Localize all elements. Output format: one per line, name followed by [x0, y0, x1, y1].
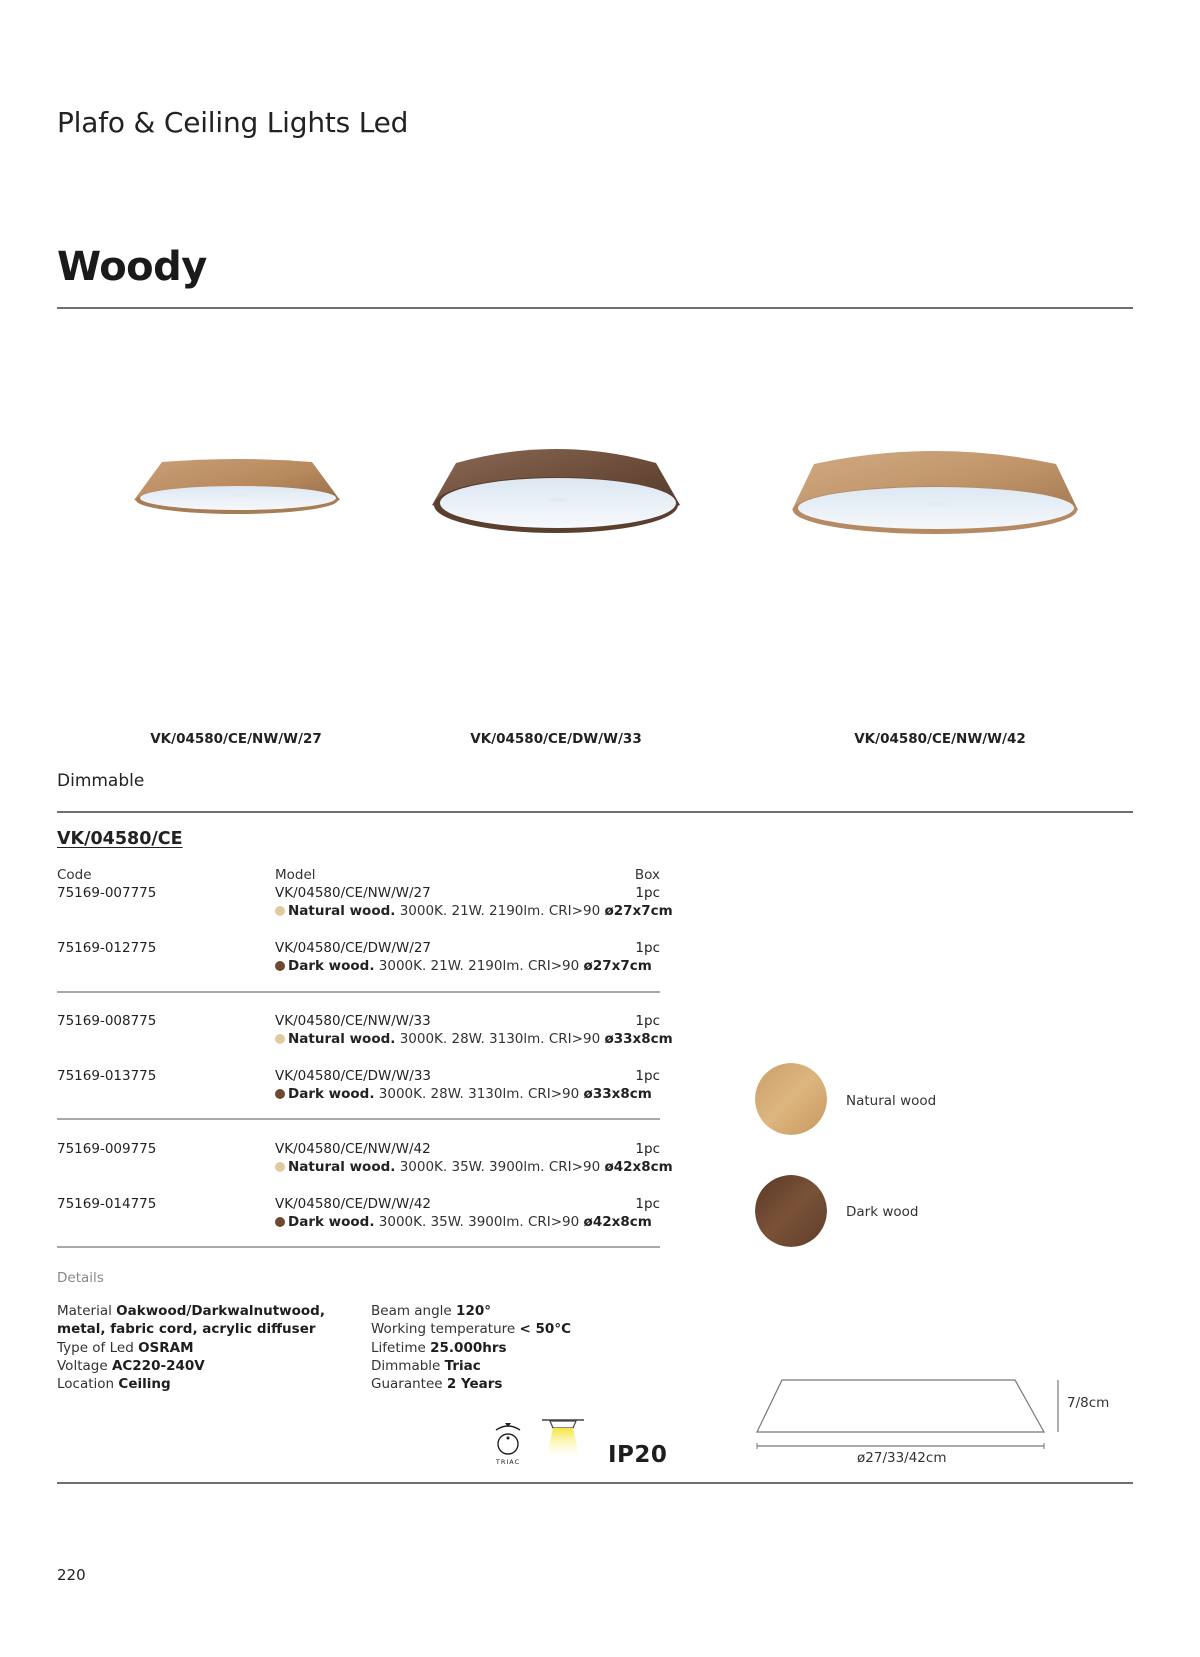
triac-label: TRIAC — [495, 1458, 521, 1466]
row-size: ø33x8cm — [583, 1086, 652, 1102]
row-specs: 3000K. 21W. 2190lm. CRI>90 — [399, 903, 601, 919]
row-model: VK/04580/CE/DW/W/27 — [275, 940, 432, 956]
table-row — [0, 940, 680, 980]
finish-dot-icon — [275, 1034, 285, 1044]
product-label: VK/04580/CE/DW/W/33 — [470, 731, 642, 747]
header-code: Code — [57, 867, 92, 883]
group-divider — [57, 1118, 660, 1120]
row-model: VK/04580/CE/NW/W/42 — [275, 1141, 431, 1157]
table-row — [0, 1068, 680, 1108]
natural-wood-swatch-icon — [755, 1063, 827, 1135]
row-spec — [275, 1086, 652, 1102]
row-code: 75169-008775 — [57, 1013, 157, 1029]
row-code: 75169-014775 — [57, 1196, 157, 1212]
group-divider — [57, 991, 660, 993]
row-size: ø27x7cm — [604, 903, 673, 919]
row-size: ø33x8cm — [604, 1031, 673, 1047]
row-finish: Dark wood. — [288, 1214, 375, 1230]
table-row — [0, 1013, 680, 1053]
product-image-nw-42 — [790, 446, 1080, 542]
detail-location: Location Ceiling — [57, 1376, 171, 1393]
section-divider — [57, 811, 1133, 813]
product-label: VK/04580/CE/NW/W/42 — [854, 731, 1026, 747]
row-size: ø42x8cm — [583, 1214, 652, 1230]
finish-dot-icon — [275, 906, 285, 916]
category-title: Plafo & Ceiling Lights Led — [57, 106, 409, 139]
feature-dimmable: Dimmable — [57, 771, 145, 791]
row-specs: 3000K. 28W. 3130lm. CRI>90 — [399, 1031, 601, 1047]
row-code: 75169-013775 — [57, 1068, 157, 1084]
detail-working-temp: Working temperature < 50°C — [371, 1321, 571, 1338]
dark-wood-label: Dark wood — [846, 1204, 919, 1220]
table-row — [0, 885, 680, 925]
row-spec — [275, 1031, 673, 1047]
finish-dot-icon — [275, 1162, 285, 1172]
dimension-diagram — [752, 1370, 1072, 1450]
row-finish: Natural wood. — [288, 1031, 396, 1047]
row-model: VK/04580/CE/DW/W/42 — [275, 1196, 432, 1212]
header-box: Box — [634, 867, 660, 883]
row-box: 1pc — [635, 1196, 660, 1212]
detail-dimmable: Dimmable Triac — [371, 1357, 481, 1374]
finish-dot-icon — [275, 1089, 285, 1099]
detail-led-type: Type of Led OSRAM — [57, 1339, 194, 1356]
natural-wood-label: Natural wood — [846, 1093, 937, 1109]
row-finish: Dark wood. — [288, 1086, 375, 1102]
row-code: 75169-007775 — [57, 885, 157, 901]
row-finish: Dark wood. — [288, 958, 375, 974]
row-spec — [275, 1214, 652, 1230]
product-label: VK/04580/CE/NW/W/27 — [150, 731, 322, 747]
row-spec — [275, 958, 652, 974]
row-box: 1pc — [635, 940, 660, 956]
row-finish: Natural wood. — [288, 903, 396, 919]
footer-divider — [57, 1482, 1133, 1484]
row-size: ø27x7cm — [583, 958, 652, 974]
row-code: 75169-012775 — [57, 940, 157, 956]
table-row — [0, 1196, 680, 1236]
finish-dot-icon — [275, 1217, 285, 1227]
header-model: Model — [275, 867, 316, 883]
page-number: 220 — [57, 1566, 86, 1584]
row-box: 1pc — [635, 885, 660, 901]
row-code: 75169-009775 — [57, 1141, 157, 1157]
detail-material: Material Oakwood/Darkwalnutwood, metal, fabric cord, acrylic diffuser — [57, 1303, 325, 1338]
details-label: Details — [57, 1270, 104, 1286]
row-specs: 3000K. 28W. 3130lm. CRI>90 — [378, 1086, 580, 1102]
row-size: ø42x8cm — [604, 1159, 673, 1175]
product-title: Woody — [57, 244, 207, 290]
detail-beam-angle: Beam angle 120° — [371, 1303, 491, 1319]
diameter-label: ø27/33/42cm — [857, 1450, 947, 1466]
detail-lifetime: Lifetime 25.000hrs — [371, 1339, 507, 1356]
row-model: VK/04580/CE/DW/W/33 — [275, 1068, 432, 1084]
triac-dimmer-icon — [488, 1418, 528, 1468]
details-right — [371, 1302, 671, 1393]
row-model: VK/04580/CE/NW/W/27 — [275, 885, 431, 901]
row-box: 1pc — [635, 1141, 660, 1157]
row-box: 1pc — [635, 1013, 660, 1029]
detail-guarantee: Guarantee 2 Years — [371, 1376, 503, 1393]
beam-angle-icon — [540, 1415, 586, 1465]
details-left — [57, 1302, 357, 1393]
dark-wood-swatch-icon — [755, 1175, 827, 1247]
table-row — [0, 1141, 680, 1181]
row-specs: 3000K. 35W. 3900lm. CRI>90 — [378, 1214, 580, 1230]
group-divider — [57, 1246, 660, 1248]
row-box: 1pc — [635, 1068, 660, 1084]
series-code: VK/04580/CE — [57, 829, 183, 849]
title-divider — [57, 307, 1133, 309]
product-image-nw-27 — [132, 458, 342, 520]
finish-dot-icon — [275, 961, 285, 971]
row-specs: 3000K. 21W. 2190lm. CRI>90 — [378, 958, 580, 974]
ip-rating: IP20 — [608, 1442, 668, 1468]
row-spec — [275, 903, 673, 919]
detail-voltage: Voltage AC220-240V — [57, 1357, 205, 1374]
product-image-dw-33 — [430, 445, 682, 537]
row-spec — [275, 1159, 673, 1175]
height-label: 7/8cm — [1067, 1395, 1110, 1411]
row-model: VK/04580/CE/NW/W/33 — [275, 1013, 431, 1029]
row-specs: 3000K. 35W. 3900lm. CRI>90 — [399, 1159, 601, 1175]
row-finish: Natural wood. — [288, 1159, 396, 1175]
